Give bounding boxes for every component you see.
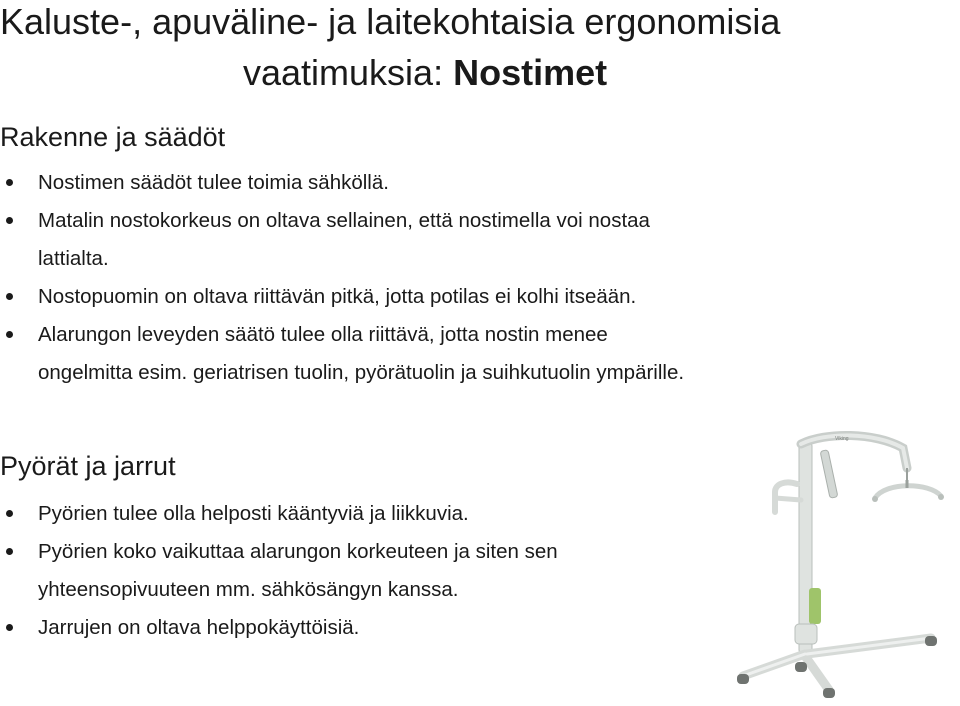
bullet-text-line: yhteensopivuuteen mm. sähkösängyn kanssa. bbox=[38, 578, 459, 601]
bullet-text-line: Matalin nostokorkeus on oltava sellainen, että nostimella voi nostaa bbox=[38, 209, 650, 232]
bullet-icon bbox=[6, 331, 13, 338]
bullet-item bbox=[0, 316, 860, 392]
page-title-prefix: vaatimuksia: bbox=[243, 52, 454, 93]
patient-lift-image bbox=[735, 428, 957, 704]
page-title-line-2 bbox=[243, 53, 607, 93]
bullet-item bbox=[0, 278, 860, 316]
bullet-list-structure bbox=[0, 164, 860, 392]
bullet-text-line: Pyörien tulee olla helposti kääntyviä ja liikkuvia. bbox=[38, 502, 469, 525]
bullet-item bbox=[0, 533, 720, 609]
bullet-icon bbox=[6, 293, 13, 300]
bullet-icon bbox=[6, 510, 13, 517]
lift-base-front-leg bbox=[805, 656, 829, 690]
lift-actuator bbox=[820, 450, 838, 499]
bullet-item bbox=[0, 164, 860, 202]
lift-control-box bbox=[809, 588, 821, 624]
section-heading-wheels: Pyörät ja jarrut bbox=[0, 451, 176, 481]
page-title-emphasis: Nostimet bbox=[453, 52, 608, 93]
bullet-text-line: lattialta. bbox=[38, 247, 109, 270]
bullet-item bbox=[0, 495, 720, 533]
bullet-item bbox=[0, 202, 860, 278]
bullet-text-line: Jarrujen on oltava helppokäyttöisiä. bbox=[38, 616, 360, 639]
section-heading-structure: Rakenne ja säädöt bbox=[0, 122, 226, 152]
bullet-icon bbox=[6, 217, 13, 224]
bullet-item bbox=[0, 609, 720, 647]
bullet-text-line: Pyörien koko vaikuttaa alarungon korkeuteen ja siten sen bbox=[38, 540, 558, 563]
bullet-text-line: Alarungon leveyden säätö tulee olla riittävä, jotta nostin menee bbox=[38, 323, 608, 346]
bullet-icon bbox=[6, 624, 13, 631]
bullet-text-line: Nostopuomin on oltava riittävän pitkä, jotta potilas ei kolhi itseään. bbox=[38, 285, 637, 308]
bullet-icon bbox=[6, 179, 13, 186]
bullet-list-wheels bbox=[0, 495, 720, 647]
lift-brand-label: Viking bbox=[835, 436, 849, 442]
bullet-icon bbox=[6, 548, 13, 555]
page-title-line-1: Kaluste-, apuväline- ja laitekohtaisia ergonomisia bbox=[0, 1, 781, 42]
bullet-text-line: ongelmitta esim. geriatrisen tuolin, pyörätuolin ja suihkutuolin ympärille. bbox=[38, 361, 685, 384]
bullet-text-line: Nostimen säädöt tulee toimia sähköllä. bbox=[38, 171, 389, 194]
